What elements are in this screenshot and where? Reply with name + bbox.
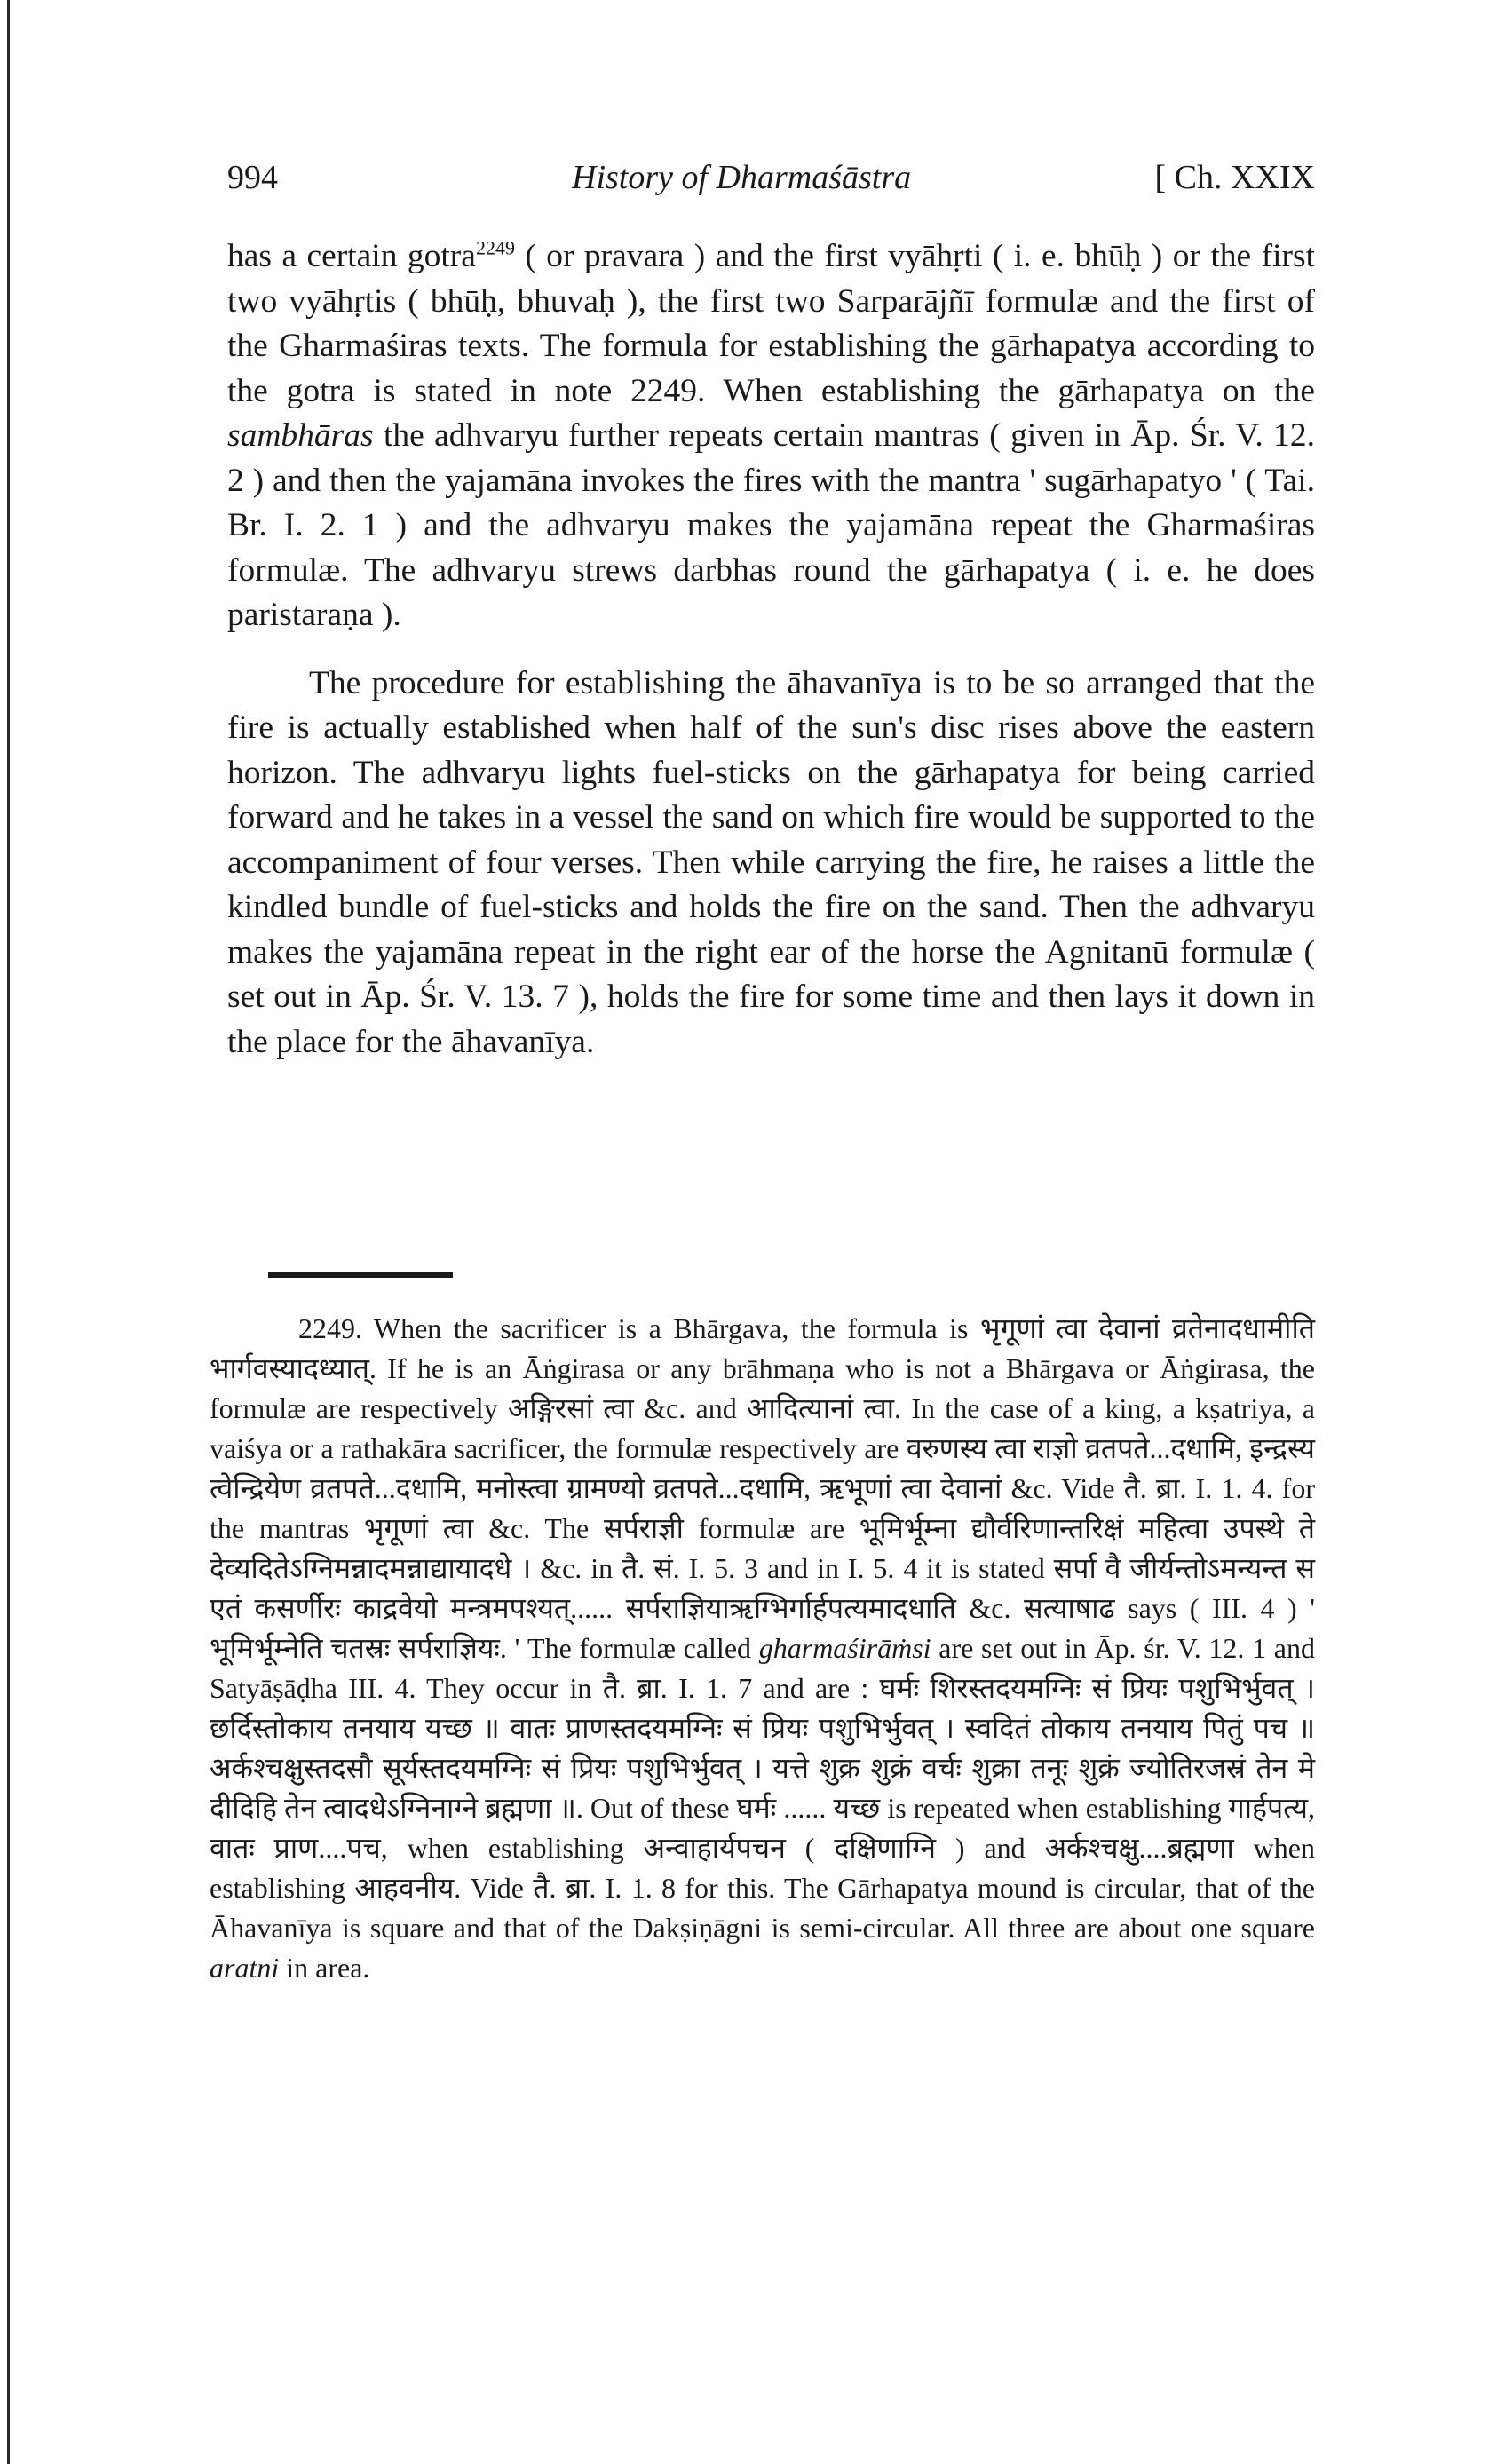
paragraph-1: [227, 234, 1315, 638]
footnote-text-2: are set out in Āp. śr. V. 12. 1 and Satyāṣāḍha III. 4. They occur in तै. ब्रा. I. 1. 7 and are : घर्मः शिरस्तदयमग्निः सं प्रियः पशुभिर्भुवत् । छर्दिस्तोकाय तनयाय यच्छ ॥ वातः प्राणस्तदयमग्निः सं प्रियः पशुभिर्भुवत् । स्वदितं तोकाय तनयाय पितुं पच ॥ अर्कश्चक्षुस्तदसौ सूर्यस्तदयमग्निः सं प्रियः पशुभिर्भुवत् । यत्ते शुक्र शुक्रं वर्चः शुक्रा तनूः शुक्रं ज्योतिरजस्रं तेन मे दीदिहि तेन त्वादधेऽग्निनाग्ने ब्रह्मणा ॥. Out of these घर्मः ...... यच्छ is repeated when establishing गार्हपत्य, वातः प्राण....पच, when establishing अन्वाहार्यपचन ( दक्षिणाग्नि ) and अर्कश्चक्षु....ब्रह्मणा when establishing आहवनीय. Vide तै. ब्रा. I. 1. 8 for this. The Gārhapatya mound is circular, that of the Āhavanīya is square and that of the Dakṣiṇāgni is semi-circular. All three are about one square: [210, 1632, 1316, 1944]
footnote-text-1: 2249. When the sacrificer is a Bhārgava, the formula is भृगूणां त्वा देवानां व्रतेनादधामीति भार्गवस्यादध्यात्. If he is an Āṅgirasa or any brāhmaṇa who is not a Bhārgava or Āṅgirasa, the formulæ are respectively अङ्गिरसां त्वा &c. and आदित्यानां त्वा. In the case of a king, a kṣatriya, a vaiśya or a rathakāra sacrificer, the formulæ respectively are वरुणस्य त्वा राज्ञो व्रतपते...दधामि, इन्द्रस्य त्वेन्द्रियेण व्रतपते...दधामि, मनोस्त्वा ग्रामण्यो व्रतपते...दधामि, ऋभूणां त्वा देवानां &c. Vide तै. ब्रा. I. 1. 4. for the mantras भृगूणां त्वा &c. The सर्पराज्ञी formulæ are भूमिर्भूम्ना द्यौर्वरिणान्तरिक्षं महित्वा उपस्थे ते देव्यदितेऽग्निमन्नादमन्नाद्यायादधे । &c. in तै. सं. I. 5. 3 and in I. 5. 4 it is stated सर्पा वै जीर्यन्तोऽमन्यन्त स एतं कसर्णीरः काद्रवेयो मन्त्रमपश्यत्...... सर्पराज्ञियाऋग्भिर्गार्हपत्यमादधाति &c. सत्याषाढ says ( III. 4 ) ' भूमिर्भूम्नेति चतस्रः सर्पराज्ञियः. ' The formulæ called: [210, 1312, 1315, 1664]
scan-edge-line: [7, 0, 10, 2464]
paragraph-1-italic-term: sambhāras: [227, 417, 374, 454]
chapter-reference: [ Ch. XXIX: [1154, 159, 1315, 196]
footnote-paragraph: [210, 1309, 1315, 1988]
page-number: 994: [227, 159, 278, 196]
page-header: [227, 158, 1315, 211]
paragraph-1-start: has a certain gotra: [227, 238, 476, 274]
footnote-text-3: in area.: [279, 1952, 370, 1984]
footnote-italic-2: aratni: [210, 1952, 280, 1984]
footnote-2249: [210, 1309, 1315, 1988]
paragraph-1-middle: ( or pravara ) and the first vyāhṛti ( i. e. bhūḥ ) or the first two vyāhṛtis ( bhūḥ, bhuvaḥ ), the first two Sarparājñī formulæ and the first of the Gharmaśiras texts. The formula for establishing the gārhapatya according to the gotra is stated in note 2249. When establishing the gārhapatya on the: [227, 238, 1315, 409]
paragraph-2: The procedure for establishing the āhavanīya is to be so arranged that the fire is actually established when half of the sun's disc rises above the eastern horizon. The adhvaryu lights fuel-sticks on the gārhapatya for being carried forward and he takes in a vessel the sand on which fire would be supported to the accompaniment of four verses. Then while carrying the fire, he raises a little the kindled bundle of fuel-sticks and holds the fire on the sand. Then the adhvaryu makes the yajamāna repeat in the right ear of the horse the Agnitanū formulæ ( set out in Āp. Śr. V. 13. 7 ), holds the fire for some time and then lays it down in the place for the āhavanīya.: [227, 664, 1315, 1060]
footnote-italic-1: gharmaśirāṁsi: [758, 1632, 931, 1664]
main-text: [227, 234, 1315, 1088]
running-title: History of Dharmaśāstra: [572, 159, 912, 196]
footnote-marker: 2249: [475, 236, 515, 259]
footnote-separator: [268, 1272, 453, 1278]
paragraph-1-end: the adhvaryu further repeats certain mantras ( given in Āp. Śr. V. 12. 2 ) and then the yajamāna invokes the fires with the mantra ' sugārhapatyo ' ( Tai. Br. I. 2. 1 ) and the adhvaryu makes the yajamāna repeat the Gharmaśiras formulæ. The adhvaryu strews darbhas round the gārhapatya ( i. e. he does paristaraṇa ).: [227, 417, 1315, 633]
